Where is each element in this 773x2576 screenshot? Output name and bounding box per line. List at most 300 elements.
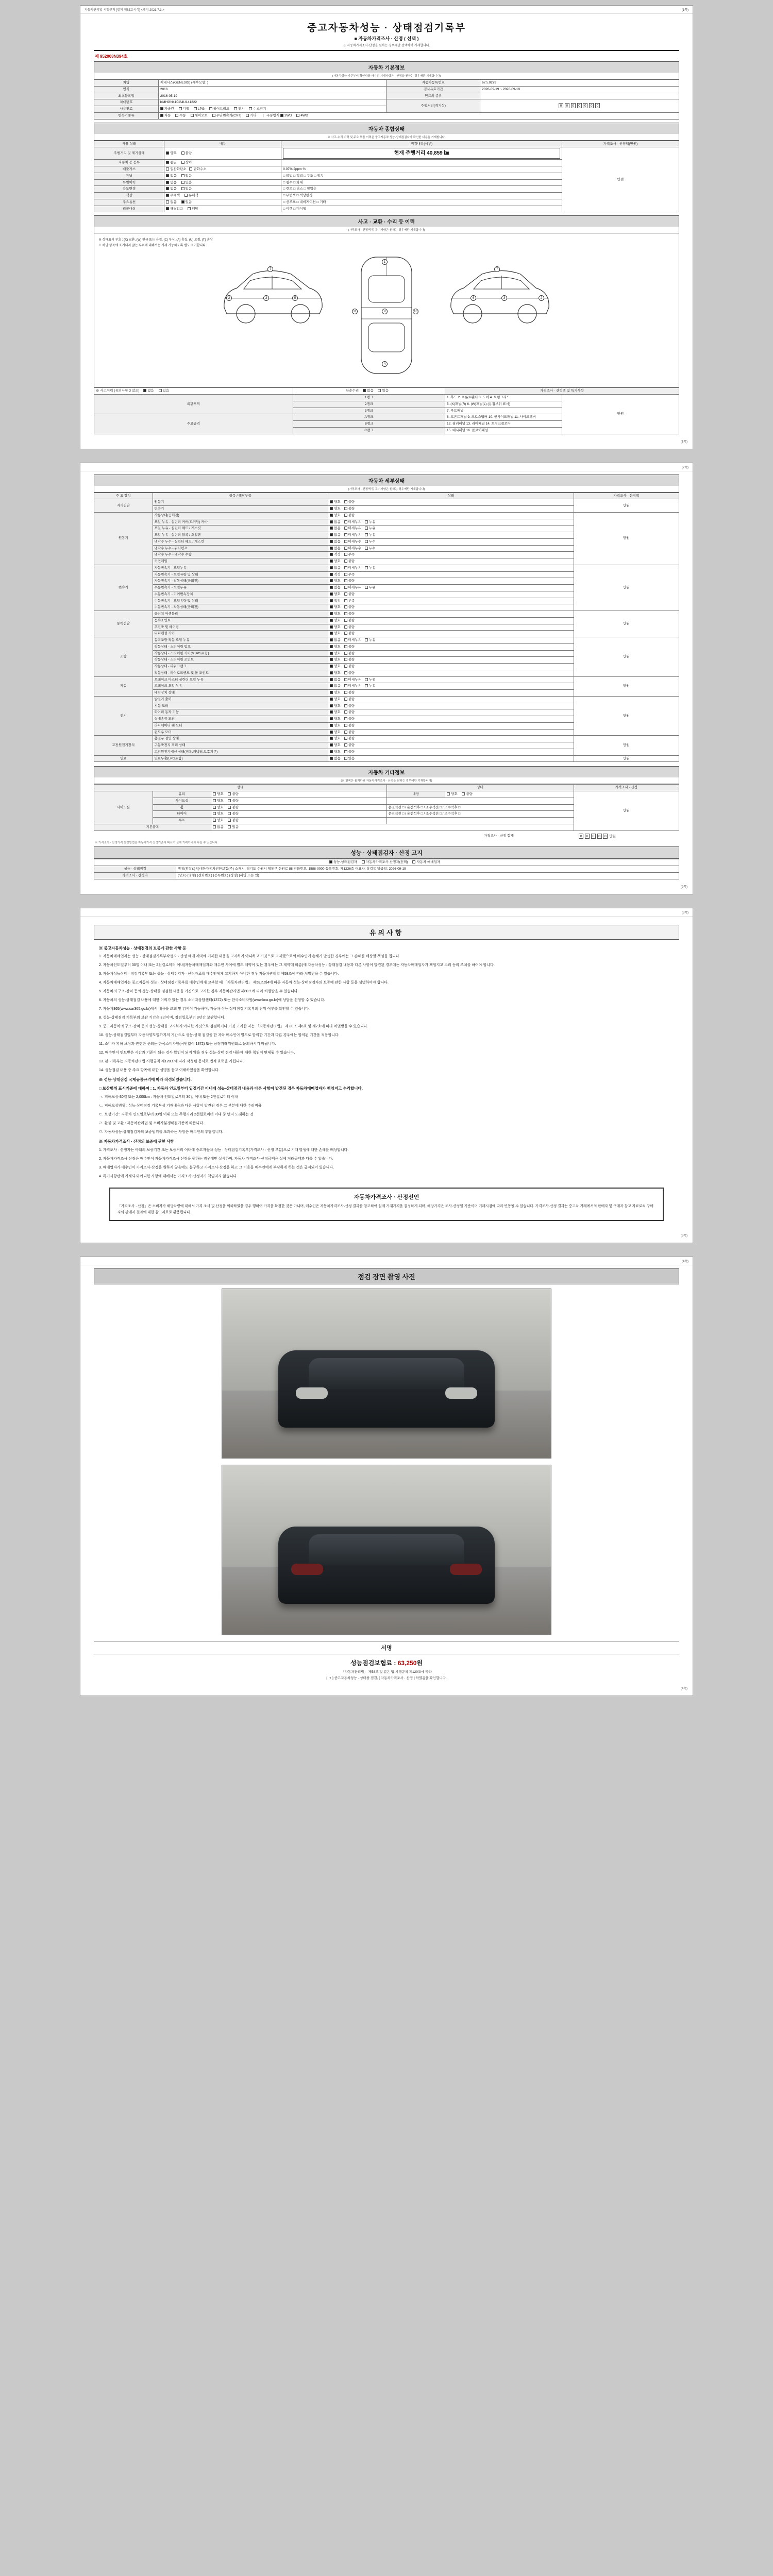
checkbox-icon[interactable]	[344, 500, 347, 503]
checkbox-na[interactable]: 해당없음	[166, 207, 183, 212]
checkbox-selected[interactable]	[330, 585, 341, 590]
checkbox-option[interactable]	[344, 677, 361, 683]
checkbox-icon[interactable]	[330, 638, 333, 641]
checkbox-semiauto[interactable]: 세미오토	[191, 113, 208, 118]
checkbox-achromatic[interactable]: 무채색	[166, 193, 180, 198]
notice-paragraph: 4. 특기사항란에 기재되지 아니한 사항에 대해서는 가격조사·산정자가 책임지지 않습니다.	[99, 1174, 238, 1178]
checkbox-icon[interactable]	[365, 678, 368, 681]
legend-line-2: ※ 하단 항목에 표기되지 않는 부위에 대해서는 기재 가능하도록 별도 표기합니다.	[98, 244, 207, 248]
checkbox-selected[interactable]	[330, 566, 341, 571]
checkbox-icon[interactable]	[330, 612, 333, 615]
checkbox-label: 적정	[334, 599, 341, 603]
checkbox-icon[interactable]	[330, 520, 333, 523]
checkbox-icon[interactable]	[330, 658, 333, 661]
checkbox-icon[interactable]	[344, 605, 347, 608]
checkbox-label: 미세누유	[348, 533, 361, 537]
checkbox-icon[interactable]	[330, 743, 333, 747]
checkbox-icon[interactable]	[330, 731, 333, 734]
checkbox-icon[interactable]	[330, 573, 333, 576]
checkbox-icon[interactable]	[344, 698, 347, 701]
checkbox-option[interactable]	[365, 585, 376, 590]
checkbox-icon[interactable]	[330, 599, 333, 602]
checkbox-icon[interactable]	[330, 678, 333, 681]
checkbox-hybrid[interactable]: 하이브리드	[209, 107, 229, 112]
checkbox-option[interactable]	[365, 526, 376, 531]
row-options	[164, 186, 281, 193]
checkbox-option[interactable]	[344, 612, 355, 617]
checkbox-icon[interactable]	[344, 592, 347, 596]
checkbox-icon[interactable]	[344, 645, 347, 648]
checkbox-icon[interactable]	[330, 619, 333, 622]
checkbox-label: 양호	[334, 697, 341, 701]
checkbox-option[interactable]	[344, 546, 361, 551]
checkbox-icon[interactable]	[344, 724, 347, 727]
checkbox-icon[interactable]	[344, 665, 347, 668]
checkbox-selected[interactable]	[330, 592, 341, 597]
detail-item-options	[328, 578, 574, 585]
checkbox-selected[interactable]	[330, 717, 341, 722]
checkbox-selected[interactable]	[330, 599, 341, 604]
checkbox-icon[interactable]	[365, 586, 368, 589]
checkbox-icon[interactable]	[330, 514, 333, 517]
fee-value: 63,250	[397, 1659, 417, 1667]
checkbox-none[interactable]: 없음	[166, 174, 177, 179]
detail-item-label: 작동상태 - 스티어링 조인트	[153, 657, 328, 664]
checkbox-selected[interactable]	[330, 690, 341, 696]
checkbox-icon[interactable]	[344, 731, 347, 734]
checkbox-option[interactable]	[344, 730, 355, 735]
checkbox-label: 미세누유	[348, 520, 361, 524]
checkbox-icon[interactable]	[330, 698, 333, 701]
checkbox-performance-inspector[interactable]: 성능·상태점검자	[329, 860, 357, 865]
checkbox-icon[interactable]	[330, 579, 333, 582]
detail-item-options	[328, 696, 574, 703]
field-label: 검사유효기간	[386, 86, 480, 93]
checkbox-icon[interactable]	[344, 658, 347, 661]
car-diagram	[94, 233, 679, 387]
checkbox-selected[interactable]	[330, 638, 341, 643]
checkbox-option[interactable]	[344, 645, 355, 650]
document-number: 제 952008N394호	[95, 54, 128, 59]
checkbox-icon[interactable]	[330, 645, 333, 648]
checkbox-icon[interactable]	[344, 671, 347, 674]
field-label: 연료의 종류	[386, 93, 480, 99]
checkbox-selected[interactable]	[330, 572, 341, 578]
checkbox-selected[interactable]	[330, 506, 341, 512]
checkbox-option[interactable]	[344, 585, 361, 590]
checkbox-4wd[interactable]: 4WD	[296, 113, 308, 118]
checkbox-exists[interactable]: 있음	[181, 180, 192, 185]
checkbox-other-trans[interactable]: 기타	[246, 113, 257, 118]
checkbox-label: 불량	[348, 513, 355, 517]
field-value: KMHGN41CG4U141222	[158, 99, 386, 106]
checkbox-icon[interactable]	[330, 671, 333, 674]
checkbox-repair-exists[interactable]: 있음	[378, 388, 389, 394]
checkbox-icon[interactable]	[344, 619, 347, 622]
checkbox-icon[interactable]	[344, 750, 347, 753]
checkbox-icon[interactable]	[344, 573, 347, 576]
checkbox-icon[interactable]	[344, 553, 347, 556]
checkbox-none[interactable]: 없음	[166, 187, 177, 192]
checkbox-bad[interactable]: 불량	[228, 811, 239, 817]
checkbox-none[interactable]: 없음	[166, 200, 177, 205]
checkbox-gasoline[interactable]: 가솔린	[160, 107, 174, 112]
checkbox-base-exists[interactable]: 있음	[228, 825, 239, 830]
checkbox-icon[interactable]	[330, 750, 333, 753]
checkbox-selected[interactable]	[330, 664, 341, 669]
checkbox-option[interactable]	[365, 520, 376, 525]
checkbox-option[interactable]	[344, 697, 355, 702]
checkbox-selected[interactable]	[330, 704, 341, 709]
checkbox-icon[interactable]	[330, 691, 333, 694]
checkbox-accident-exists[interactable]: 있음	[159, 388, 170, 394]
checkbox-icon[interactable]	[365, 566, 368, 569]
checkbox-option[interactable]	[344, 684, 361, 689]
checkbox-selected[interactable]	[330, 539, 341, 545]
checkbox-icon[interactable]	[344, 717, 347, 720]
checkbox-option[interactable]	[344, 526, 361, 531]
checkbox-good[interactable]: 양호	[447, 792, 458, 797]
checkbox-option[interactable]	[365, 566, 376, 571]
checkbox-base-none[interactable]: 없음	[213, 825, 224, 830]
checkbox-option[interactable]	[344, 506, 355, 512]
checkbox-selected[interactable]	[330, 625, 341, 630]
total-note: ※ 가격조사 · 산정가격 산정방법은 자동차가격 산정기준에 따르며 실제 거래가격과 다를 수 있습니다.	[95, 841, 219, 845]
checkbox-selected[interactable]	[330, 684, 341, 689]
digit-box: 0	[597, 834, 602, 839]
checkbox-selected[interactable]	[330, 612, 341, 617]
detail-item-options	[328, 729, 574, 736]
checkbox-option[interactable]	[344, 704, 355, 709]
checkbox-icon[interactable]	[344, 684, 347, 687]
checkbox-icon[interactable]	[330, 605, 333, 608]
fee-unit: 원	[416, 1659, 423, 1667]
checkbox-icon[interactable]	[344, 566, 347, 569]
table-row	[94, 611, 679, 618]
checkbox-icon[interactable]	[330, 665, 333, 668]
checkbox-icon[interactable]	[330, 632, 333, 635]
checkbox-icon[interactable]	[365, 547, 368, 550]
checkbox-selected[interactable]	[330, 605, 341, 610]
checkbox-icon[interactable]	[344, 527, 347, 530]
row-options	[164, 179, 281, 186]
panel-section-label: 외판부위	[94, 395, 293, 414]
checkbox-icon[interactable]	[344, 625, 347, 629]
checkbox-hydrogen[interactable]: 수소전기	[249, 107, 266, 112]
detail-item-options	[328, 598, 574, 604]
detail-item-label: 작동상태 - 스티어링 기어(MDPS포함)	[153, 650, 328, 657]
checkbox-good[interactable]: 양호	[213, 805, 224, 810]
checkbox-hc[interactable]: 탄화수소	[189, 167, 206, 172]
checkbox-icon[interactable]	[330, 566, 333, 569]
checkbox-option[interactable]	[365, 546, 376, 551]
checkbox-icon[interactable]	[344, 560, 347, 563]
checkbox-lpg[interactable]: LPG	[194, 107, 205, 112]
col-header: 사용 상태	[94, 141, 164, 147]
checkbox-icon[interactable]	[344, 691, 347, 694]
checkbox-option[interactable]	[344, 736, 355, 741]
checkbox-option[interactable]	[344, 533, 361, 538]
notice-heading: ※ 중고자동차성능 · 상태점검의 보증에 관한 사항 등	[99, 945, 187, 951]
checkbox-option[interactable]	[344, 657, 355, 663]
checkbox-selected[interactable]	[330, 657, 341, 663]
inspector-checks	[94, 859, 679, 866]
checkbox-option[interactable]	[344, 520, 361, 525]
checkbox-icon[interactable]	[330, 684, 333, 687]
checkbox-option[interactable]	[344, 750, 355, 755]
checkbox-option[interactable]	[344, 592, 355, 597]
checkbox-option[interactable]	[344, 513, 355, 518]
checkbox-option[interactable]	[344, 671, 355, 676]
row-label: 루프	[153, 818, 211, 824]
checkbox-selected[interactable]	[330, 730, 341, 735]
checkbox-manual[interactable]: 수동	[175, 113, 186, 118]
checkbox-selected[interactable]	[330, 743, 341, 748]
checkbox-selected[interactable]	[330, 520, 341, 525]
checkbox-icon[interactable]	[330, 717, 333, 720]
checkbox-icon[interactable]	[330, 757, 333, 760]
checkbox-option[interactable]	[344, 690, 355, 696]
table-header-row	[94, 141, 679, 147]
checkbox-bad[interactable]: 불량	[228, 818, 239, 823]
group-label-exterior: 사이드실	[94, 791, 153, 824]
row-options	[164, 173, 281, 179]
checkbox-label: 양호	[334, 612, 341, 616]
detail-item-label: 수동변속기 - 작동상태(공회전)	[153, 604, 328, 611]
checkbox-icon[interactable]	[344, 710, 347, 714]
checkbox-selected[interactable]	[330, 533, 341, 538]
checkbox-applicable[interactable]: 해당	[188, 207, 198, 212]
checkbox-icon[interactable]	[330, 527, 333, 530]
checkbox-exists[interactable]: 있음	[181, 174, 192, 179]
checkbox-selected[interactable]	[330, 579, 341, 584]
checkbox-icon[interactable]	[330, 652, 333, 655]
checkbox-option[interactable]	[344, 756, 355, 761]
checkbox-label: 없음	[334, 533, 341, 537]
checkbox-icon[interactable]	[330, 592, 333, 596]
checkbox-option[interactable]	[344, 625, 355, 630]
checkbox-icon[interactable]	[344, 757, 347, 760]
checkbox-option[interactable]	[344, 638, 361, 643]
rank-items: 5. (X)패널(R) 6. (W)패널(L) (용접부위 표시)	[445, 401, 562, 408]
checkbox-option[interactable]	[344, 723, 355, 728]
checkbox-icon[interactable]	[344, 652, 347, 655]
checkbox-bad[interactable]: 불량	[228, 805, 239, 810]
checkbox-option[interactable]	[344, 651, 355, 656]
checkbox-selected[interactable]	[330, 697, 341, 702]
checkbox-selected[interactable]	[330, 526, 341, 531]
checkbox-option[interactable]	[344, 566, 361, 571]
mileage-readout: 현재 주행거리 40,859 ㎞	[281, 147, 562, 160]
checkbox-option[interactable]	[365, 638, 376, 643]
checkbox-icon[interactable]	[344, 743, 347, 747]
checkbox-selected[interactable]	[330, 631, 341, 636]
checkbox-diesel[interactable]: 디젤	[179, 107, 190, 112]
table-row	[94, 637, 679, 644]
checkbox-good[interactable]: 양호	[166, 151, 177, 156]
checkbox-icon[interactable]	[330, 625, 333, 629]
checkbox-selected[interactable]	[330, 645, 341, 650]
checkbox-selected[interactable]	[330, 500, 341, 505]
checkbox-icon[interactable]	[330, 560, 333, 563]
checkbox-good[interactable]: 양호	[213, 799, 224, 804]
checkbox-option[interactable]	[365, 677, 376, 683]
detail-item-label: 등속조인트	[153, 617, 328, 624]
price-cell: 만원	[574, 755, 679, 762]
checkbox-selected[interactable]	[330, 559, 341, 564]
table-header-row	[94, 493, 679, 499]
checkbox-selected[interactable]	[330, 750, 341, 755]
checkbox-icon[interactable]	[365, 684, 368, 687]
checkbox-bad[interactable]: 불량	[228, 792, 239, 797]
checkbox-repair-none[interactable]: 없음	[363, 388, 374, 394]
checkbox-selected[interactable]	[330, 546, 341, 551]
detail-item-label: 배력장치 상태	[153, 690, 328, 697]
checkbox-icon[interactable]	[365, 638, 368, 641]
car-side-left-svg	[214, 251, 332, 333]
detail-item-label: 커먼레일	[153, 558, 328, 565]
checkbox-price-appraiser[interactable]: 자동차가격조사·산정자(선택)	[362, 860, 408, 865]
checkbox-icon[interactable]	[365, 520, 368, 523]
checkbox-2wd[interactable]: 2WD	[280, 113, 292, 118]
checkbox-option[interactable]	[344, 664, 355, 669]
checkbox-option[interactable]	[344, 631, 355, 636]
checkbox-chromatic[interactable]: 유채색	[184, 193, 198, 198]
checkbox-label: 미세누유	[348, 638, 361, 642]
checkbox-selected[interactable]	[330, 513, 341, 518]
checkbox-icon[interactable]	[365, 540, 368, 543]
checkbox-cvt[interactable]: 무단변속기(CVT)	[212, 113, 242, 118]
checkbox-bad[interactable]: 불량	[181, 151, 192, 156]
checkbox-icon[interactable]	[344, 514, 347, 517]
checkbox-selected[interactable]	[330, 677, 341, 683]
checkbox-selected[interactable]	[330, 736, 341, 741]
checkbox-icon[interactable]	[330, 500, 333, 503]
checkbox-accident-none[interactable]: 없음	[143, 388, 154, 394]
checkbox-icon[interactable]	[330, 533, 333, 536]
checkbox-dealer[interactable]: 자동차 매매업자	[412, 860, 440, 865]
row-detail: □ 침수 □ 화재	[281, 179, 562, 186]
checkbox-same[interactable]: 동일	[166, 160, 177, 165]
checkbox-icon[interactable]	[344, 520, 347, 523]
checkbox-selected[interactable]	[330, 651, 341, 656]
checkbox-icon[interactable]	[330, 540, 333, 543]
detail-item-label: 구동축전지 격리 상태	[153, 742, 328, 749]
checkbox-icon[interactable]	[344, 632, 347, 635]
checkbox-bad[interactable]: 불량	[462, 792, 473, 797]
checkbox-icon[interactable]	[344, 533, 347, 536]
checkbox-icon[interactable]	[330, 553, 333, 556]
checkbox-icon[interactable]	[330, 704, 333, 707]
detail-group-label: 제동	[94, 676, 153, 696]
checkbox-option[interactable]	[365, 533, 376, 538]
inspector-band: 성능 · 상태점검자 · 산정 고지	[94, 846, 679, 859]
checkbox-selected[interactable]	[330, 618, 341, 623]
checkbox-icon[interactable]	[344, 612, 347, 615]
checkbox-selected[interactable]	[330, 723, 341, 728]
checkbox-selected[interactable]	[330, 552, 341, 557]
checkbox-selected[interactable]	[330, 756, 341, 761]
inspector-table	[94, 859, 679, 879]
checkbox-label: 양호	[334, 665, 341, 668]
checkbox-icon[interactable]	[330, 724, 333, 727]
checkbox-good[interactable]: 양호	[213, 818, 224, 823]
checkbox-icon[interactable]	[344, 599, 347, 602]
checkbox-option[interactable]	[344, 572, 355, 578]
checkbox-label: 불량	[348, 560, 355, 563]
checkbox-icon[interactable]	[330, 586, 333, 589]
detail-item-label: 브레이크 마스터 실린더 오일 누유	[153, 676, 328, 683]
checkbox-bad[interactable]: 불량	[228, 799, 239, 804]
checkbox-icon[interactable]	[330, 547, 333, 550]
checkbox-diff[interactable]: 상이	[181, 160, 192, 165]
checkbox-option[interactable]	[365, 684, 376, 689]
notice-body	[94, 945, 679, 1180]
checkbox-selected[interactable]	[330, 710, 341, 715]
checkbox-icon[interactable]	[365, 527, 368, 530]
notice-paragraph: 9. 중고자동차의 구조·장치 등의 성능·상태를 고지하지 아니한 거짓으로 점검하거나 거짓 고지한 자는 「자동차관리법」 제 80조 제6호 및 제7호에 따라 처벌받을 수 있습니다.	[99, 1024, 368, 1028]
table-row	[94, 755, 679, 762]
row-options	[164, 147, 281, 160]
checkbox-option[interactable]	[344, 552, 355, 557]
checkbox-option[interactable]	[344, 743, 355, 748]
checkbox-icon[interactable]	[365, 533, 368, 536]
checkbox-option[interactable]	[344, 710, 355, 715]
checkbox-label: 미세누유	[348, 527, 361, 531]
checkbox-icon[interactable]	[344, 579, 347, 582]
checkbox-option[interactable]	[344, 539, 361, 545]
checkbox-auto[interactable]: 자동	[160, 113, 171, 118]
checkbox-icon[interactable]	[344, 507, 347, 510]
checkbox-co[interactable]: 일산화탄소	[166, 167, 186, 172]
notice-paragraph: 10. 성능·상태점검일부터 자동차양도일까지의 기간으로 성능·상태 점검을 한 자와 매수인이 별도로 합의한 기간과 다른 경우에는 합의된 기간을 적용합니다.	[99, 1033, 340, 1037]
checkbox-option[interactable]	[344, 605, 355, 610]
checkbox-label: 미세누유	[348, 566, 361, 570]
detail-item-options	[328, 650, 574, 657]
checkbox-option[interactable]	[344, 599, 355, 604]
checkbox-exists[interactable]: 있음	[181, 187, 192, 192]
checkbox-none[interactable]: 없음	[166, 180, 177, 185]
checkbox-icon[interactable]	[344, 540, 347, 543]
checkbox-icon[interactable]	[344, 586, 347, 589]
notice-paragraph: 12. 매수인이 인도받은 시간과 기준이 되는 검사 확인이 되지 않을 경우 성능·상태 점검 내용에 대한 책임이 면제될 수 있습니다.	[99, 1050, 295, 1055]
detail-item-label: 충전구 절연 상태	[153, 736, 328, 742]
checkbox-icon[interactable]	[344, 547, 347, 550]
checkbox-exists[interactable]: 있음	[181, 200, 192, 205]
total-table	[94, 833, 679, 840]
checkbox-option[interactable]	[344, 559, 355, 564]
checkbox-selected[interactable]	[330, 671, 341, 676]
checkbox-icon[interactable]	[330, 507, 333, 510]
checkbox-label: 양호	[334, 658, 341, 662]
checkbox-icon[interactable]	[330, 710, 333, 714]
checkbox-good[interactable]: 양호	[213, 792, 224, 797]
checkbox-icon[interactable]	[344, 704, 347, 707]
checkbox-good[interactable]: 양호	[213, 811, 224, 817]
checkbox-option[interactable]	[344, 618, 355, 623]
checkbox-option[interactable]	[365, 539, 376, 545]
checkbox-icon[interactable]	[344, 678, 347, 681]
checkbox-label: 불량	[348, 579, 355, 583]
checkbox-option[interactable]	[344, 717, 355, 722]
checkbox-icon[interactable]	[344, 737, 347, 740]
checkbox-electric[interactable]: 전기	[234, 107, 245, 112]
checkbox-icon[interactable]	[330, 737, 333, 740]
checkbox-icon[interactable]	[344, 638, 347, 641]
checkbox-option[interactable]	[344, 579, 355, 584]
detail-item-label: 오일 누유 - 실린더 커버(로커암) 카바	[153, 519, 328, 526]
checkbox-option[interactable]	[344, 500, 355, 505]
